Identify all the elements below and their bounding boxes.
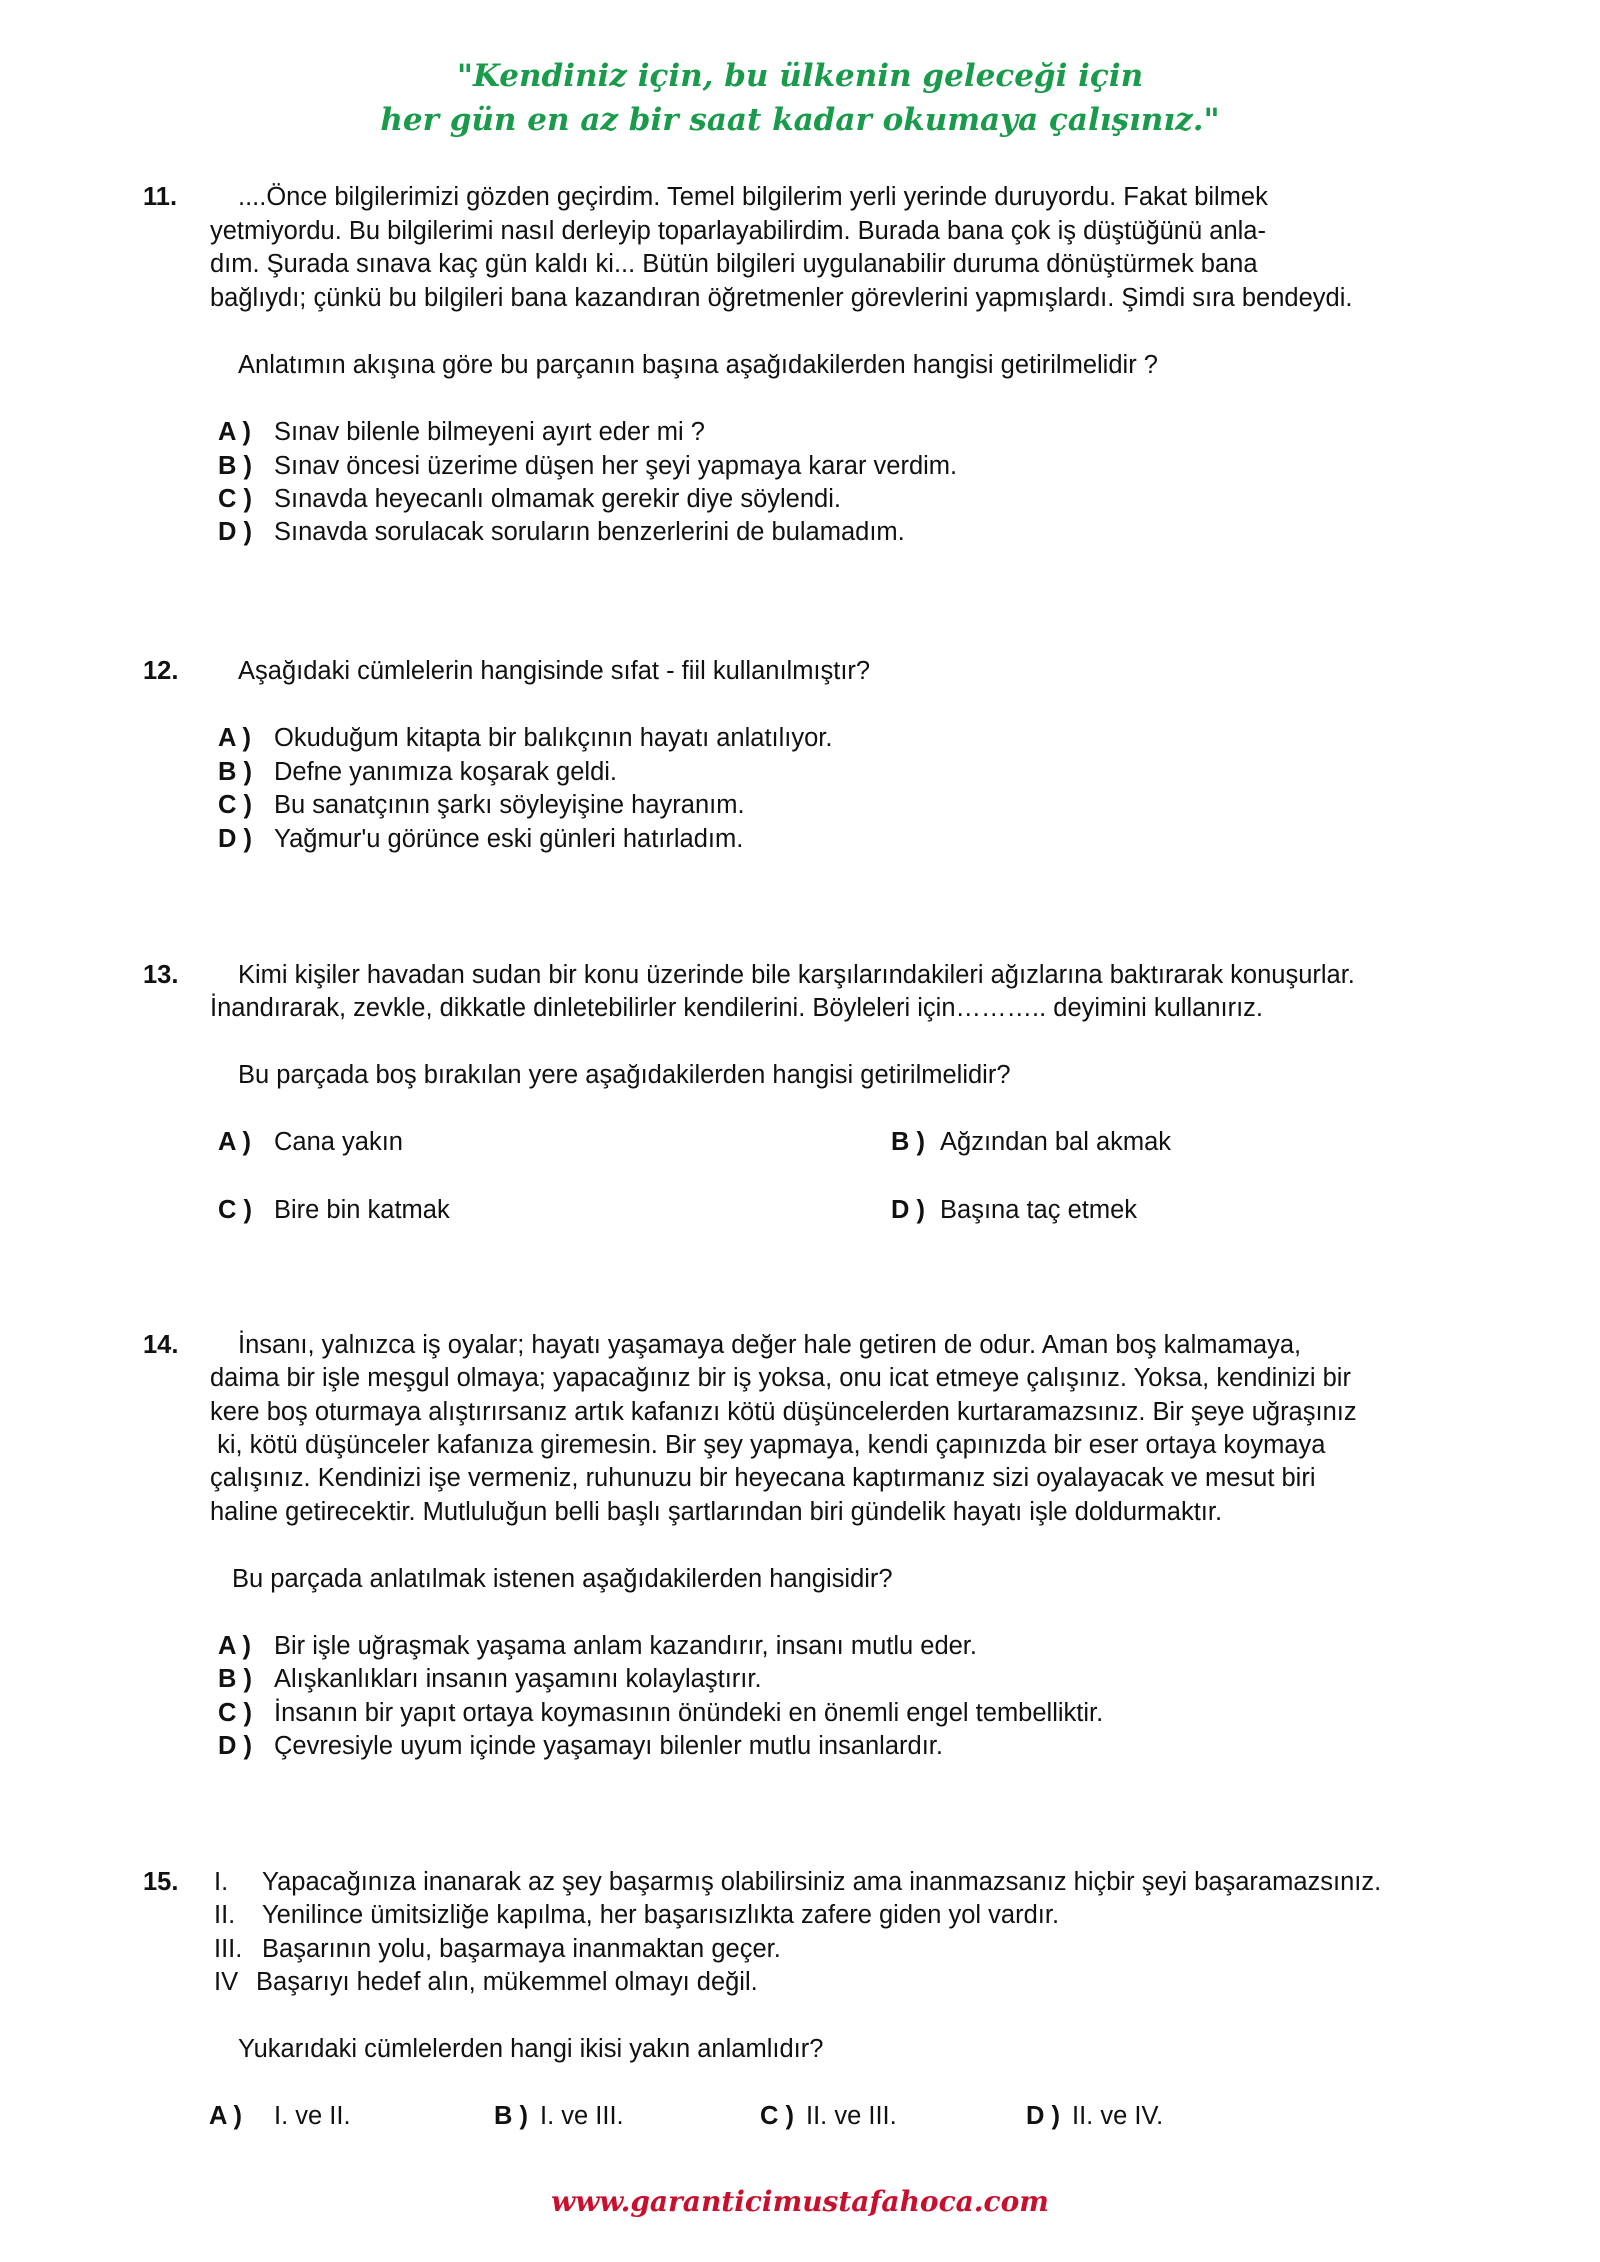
statement-numeral: II. (214, 1901, 236, 1929)
option-b-text[interactable]: Alışkanlıkları insanın yaşamını kolaylaştırır. (274, 1665, 762, 1693)
question-number: 15. (143, 1868, 179, 1896)
option-b-label[interactable]: B ) (494, 2102, 528, 2130)
passage-line: İnsanı, yalnızca iş oyalar; hayatı yaşamaya değer hale getiren de odur. Aman boş kalmamaya, (238, 1331, 1302, 1359)
option-c-text[interactable]: Bu sanatçının şarkı söyleyişine hayranım. (274, 791, 745, 819)
option-a-text[interactable]: I. ve II. (274, 2102, 351, 2130)
question-prompt: Bu parçada anlatılmak istenen aşağıdakilerden hangisidir? (232, 1565, 893, 1593)
question-number: 14. (143, 1331, 179, 1359)
passage-line: ....Önce bilgilerimizi gözden geçirdim. Temel bilgilerim yerli yerinde duruyordu. Fakat bilmek (238, 183, 1268, 211)
statement-numeral: III. (214, 1935, 243, 1963)
header-quote-line-1: "Kendiniz için, bu ülkenin geleceği için (456, 58, 1144, 94)
option-b-text[interactable]: Defne yanımıza koşarak geldi. (274, 758, 618, 786)
option-c-text[interactable]: Sınavda heyecanlı olmamak gerekir diye söylendi. (274, 485, 841, 513)
statement-numeral: IV (214, 1968, 239, 1996)
statement-text: Başarının yolu, başarmaya inanmaktan geçer. (262, 1935, 781, 1963)
option-d-text[interactable]: Yağmur'u görünce eski günleri hatırladım. (274, 825, 744, 853)
option-c-text[interactable]: Bire bin katmak (274, 1196, 450, 1224)
option-d-text[interactable]: Başına taç etmek (940, 1196, 1138, 1224)
passage-line: ki, kötü düşünceler kafanıza giremesin. Bir şey yapmaya, kendi çapınızda bir eser ortaya koymaya (210, 1431, 1326, 1459)
option-b-text[interactable]: I. ve III. (540, 2102, 624, 2130)
question-number: 13. (143, 961, 179, 989)
question-prompt: Bu parçada boş bırakılan yere aşağıdakilerden hangisi getirilmelidir? (238, 1061, 1011, 1089)
statement-text: Yenilince ümitsizliğe kapılma, her başarısızlıkta zafere giden yol vardır. (262, 1901, 1060, 1929)
passage-line: İnandırarak, zevkle, dikkatle dinletebilirler kendilerini. Böyleleri için……….. deyimini kullanırız. (210, 994, 1264, 1022)
question-number: 12. (143, 657, 179, 685)
passage-line: yetmiyordu. Bu bilgilerimi nasıl derleyip toparlayabilirdim. Burada bana çok iş düştüğünü anla- (210, 217, 1266, 245)
passage-line: daima bir işle meşgul olmaya; yapacağınız bir iş yoksa, onu icat etmeye çalışınız. Yoksa, kendinizi bir (210, 1364, 1351, 1392)
option-d-label[interactable]: D ) (218, 1732, 252, 1760)
option-a-label[interactable]: A ) (209, 2102, 243, 2130)
statement-numeral: I. (214, 1868, 229, 1896)
option-b-label[interactable]: B ) (218, 758, 252, 786)
header-quote-line-2: her gün en az bir saat kadar okumaya çalışınız." (380, 102, 1220, 138)
passage-line: haline getirecektir. Mutluluğun belli başlı şartlarından biri gündelik hayatı işle doldurmaktır. (210, 1498, 1223, 1526)
option-c-text[interactable]: II. ve III. (806, 2102, 897, 2130)
passage-line: bağlıydı; çünkü bu bilgileri bana kazandıran öğretmenler görevlerini yapmışlardı. Şimdi sıra bendeydi. (210, 284, 1353, 312)
option-a-label[interactable]: A ) (218, 418, 252, 446)
option-a-text[interactable]: Bir işle uğraşmak yaşama anlam kazandırır, insanı mutlu eder. (274, 1632, 977, 1660)
option-a-text[interactable]: Cana yakın (274, 1128, 403, 1156)
option-b-text[interactable]: Ağzından bal akmak (940, 1128, 1172, 1156)
option-d-label[interactable]: D ) (891, 1196, 925, 1224)
option-b-label[interactable]: B ) (218, 452, 252, 480)
passage-line: çalışınız. Kendinizi işe vermeniz, ruhunuzu bir heyecana kaptırmanız sizi oyalayacak ve mesut biri (210, 1464, 1316, 1492)
option-b-label[interactable]: B ) (891, 1128, 925, 1156)
option-c-label[interactable]: C ) (218, 791, 252, 819)
question-number: 11. (143, 183, 178, 211)
option-c-label[interactable]: C ) (760, 2102, 794, 2130)
passage-line: kere boş oturmaya alıştırırsanız artık kafanızı kötü düşüncelerden kurtaramazsınız. Bir şeye uğraşınız (210, 1398, 1357, 1426)
option-a-label[interactable]: A ) (218, 1632, 252, 1660)
option-d-label[interactable]: D ) (218, 518, 252, 546)
question-prompt: Aşağıdaki cümlelerin hangisinde sıfat - fiil kullanılmıştır? (238, 657, 871, 685)
option-d-label[interactable]: D ) (1026, 2102, 1060, 2130)
option-d-text[interactable]: II. ve IV. (1072, 2102, 1164, 2130)
footer-website-link[interactable]: www.garanticimustafahoca.com (551, 2185, 1049, 2218)
option-a-text[interactable]: Sınav bilenle bilmeyeni ayırt eder mi ? (274, 418, 705, 446)
passage-line: Kimi kişiler havadan sudan bir konu üzerinde bile karşılarındakileri ağızlarına baktırarak konuşurlar. (238, 961, 1355, 989)
passage-line: dım. Şurada sınava kaç gün kaldı ki... Bütün bilgileri uygulanabilir duruma dönüştürmek bana (210, 250, 1258, 278)
option-d-label[interactable]: D ) (218, 825, 252, 853)
option-c-label[interactable]: C ) (218, 485, 252, 513)
option-b-text[interactable]: Sınav öncesi üzerime düşen her şeyi yapmaya karar verdim. (274, 452, 958, 480)
option-a-label[interactable]: A ) (218, 1128, 252, 1156)
option-b-label[interactable]: B ) (218, 1665, 252, 1693)
statement-text: Yapacağınıza inanarak az şey başarmış olabilirsiniz ama inanmazsanız hiçbir şeyi başaramazsınız. (262, 1868, 1382, 1896)
question-prompt: Anlatımın akışına göre bu parçanın başına aşağıdakilerden hangisi getirilmelidir ? (238, 351, 1158, 379)
option-a-label[interactable]: A ) (218, 724, 252, 752)
option-c-text[interactable]: İnsanın bir yapıt ortaya koymasının önündeki en önemli engel tembelliktir. (274, 1699, 1104, 1727)
question-prompt: Yukarıdaki cümlelerden hangi ikisi yakın anlamlıdır? (238, 2035, 824, 2063)
statement-text: Başarıyı hedef alın, mükemmel olmayı değil. (256, 1968, 758, 1996)
option-a-text[interactable]: Okuduğum kitapta bir balıkçının hayatı anlatılıyor. (274, 724, 833, 752)
option-d-text[interactable]: Çevresiyle uyum içinde yaşamayı bilenler mutlu insanlardır. (274, 1732, 943, 1760)
option-c-label[interactable]: C ) (218, 1699, 252, 1727)
option-d-text[interactable]: Sınavda sorulacak soruların benzerlerini de bulamadım. (274, 518, 905, 546)
option-c-label[interactable]: C ) (218, 1196, 252, 1224)
